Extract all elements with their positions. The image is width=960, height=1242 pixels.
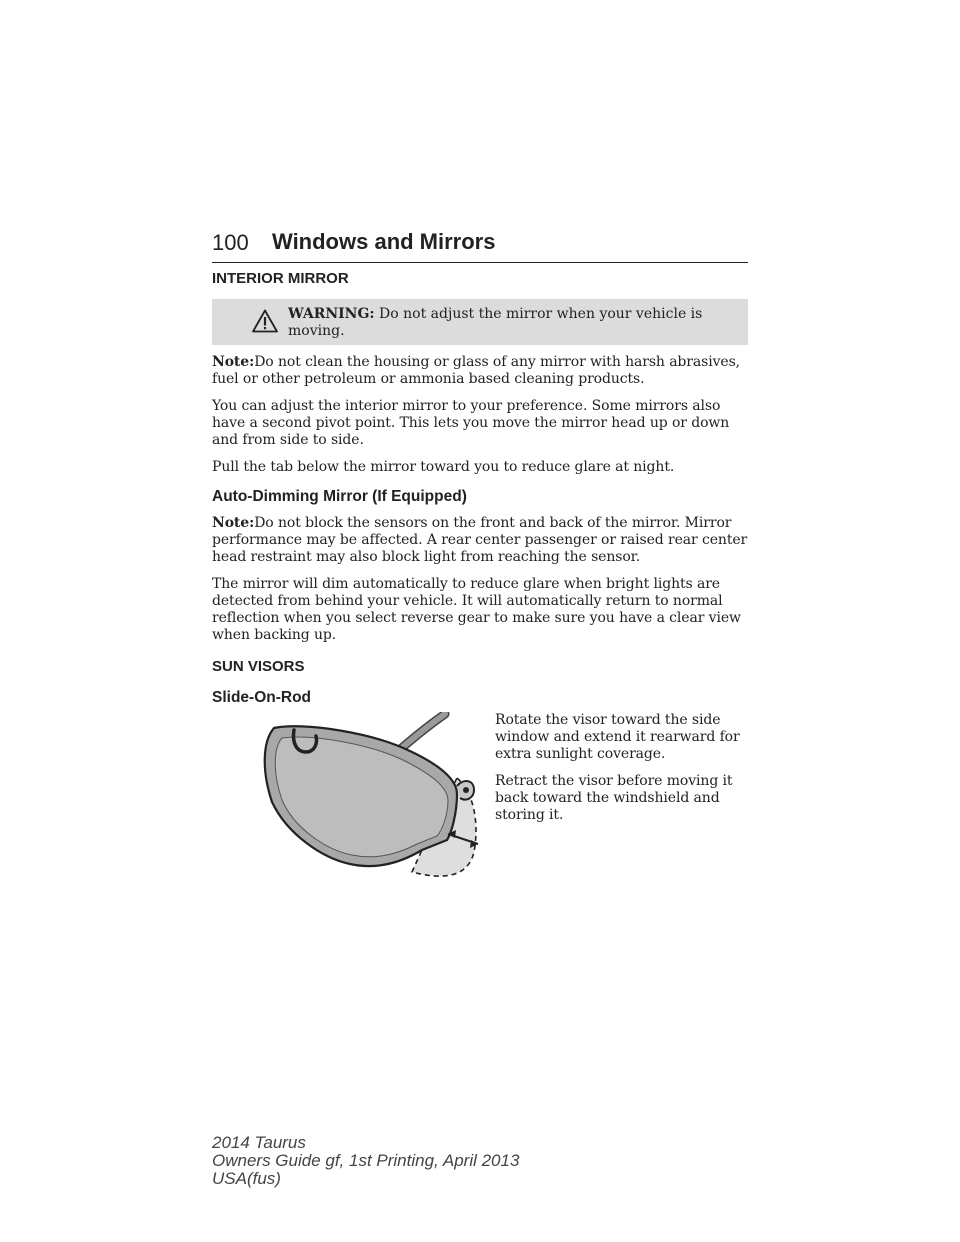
section-heading-sun-visors: SUN VISORS: [212, 658, 305, 675]
note-text: Do not clean the housing or glass of any mirror with harsh abrasives, fuel or other petroleum or ammonia based cleaning products.: [212, 354, 741, 387]
footer-region: USA: [212, 1169, 247, 1188]
section-heading-interior-mirror: INTERIOR MIRROR: [212, 270, 349, 287]
body-paragraph: You can adjust the interior mirror to your preference. Some mirrors also have a second pivot point. This lets you move the mirror head up or down and from side to side.: [212, 398, 730, 448]
note-paragraph: [212, 515, 748, 566]
footer-line-region: [212, 1170, 519, 1188]
chapter-title: Windows and Mirrors: [272, 229, 496, 254]
note-text: Do not block the sensors on the front and back of the mirror. Mirror performance may be affected. A rear center passenger or raised rear center head restraint may also block light from reaching the sensor.: [212, 515, 748, 565]
warning-body: Do not adjust the mirror when your vehicle is moving.: [288, 306, 703, 339]
subsection-heading-auto-dimming: Auto-Dimming Mirror (If Equipped): [212, 488, 467, 505]
footer-code: (fus): [246, 1169, 281, 1188]
warning-text: [288, 306, 728, 340]
sun-visor-block: [212, 712, 748, 912]
note-paragraph: [212, 354, 748, 388]
warning-box: [212, 299, 748, 345]
subsection-heading-slide-on-rod: Slide-On-Rod: [212, 689, 312, 706]
page-footer: [212, 1134, 519, 1188]
body-paragraph: Retract the visor before moving it back toward the windshield and storing it.: [495, 773, 733, 823]
body-paragraph: Rotate the visor toward the side window and extend it rearward for extra sunlight coverage.: [495, 712, 740, 762]
body-paragraph: The mirror will dim automatically to reduce glare when bright lights are detected from behind your vehicle. It will automatically return to normal reflection when you select reverse gear to make sure you have a clear view when backing up.: [212, 576, 741, 643]
body-paragraph: Pull the tab below the mirror toward you to reduce glare at night.: [212, 459, 675, 475]
warning-triangle-icon: [252, 309, 278, 333]
note-label: Note:: [212, 515, 255, 531]
footer-line-model: 2014 Taurus: [212, 1133, 306, 1152]
warning-label: WARNING:: [288, 306, 375, 322]
page-header: [212, 228, 748, 263]
footer-line-edition: Owners Guide gf, 1st Printing, April 2013: [212, 1151, 520, 1170]
page-number: 100: [212, 230, 249, 255]
sun-visor-text: [495, 712, 748, 834]
note-label: Note:: [212, 354, 255, 370]
sun-visor-illustration: [252, 712, 490, 882]
page-content: [212, 270, 748, 912]
